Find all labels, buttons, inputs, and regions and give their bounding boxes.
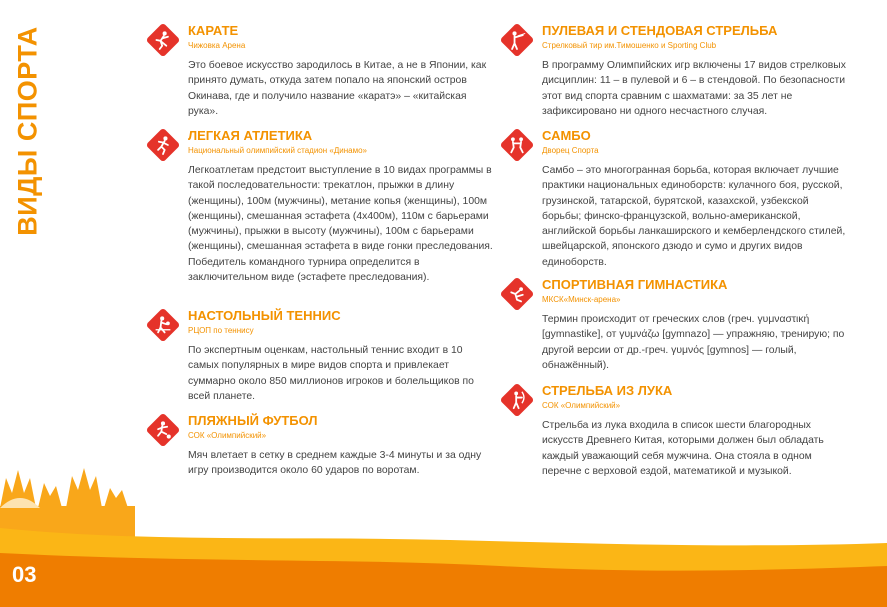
- sport-karate: [148, 23, 493, 127]
- sport-title: СТРЕЛЬБА ИЗ ЛУКА: [542, 383, 673, 398]
- sport-description: Стрельба из лука входила в список шести благородных искусств Древнего Китая, которыми должен был обладать каждый уважающий себя мужчина. Она стояла в одном перечне с верховой ездой, математикой и музыкой.: [542, 420, 824, 477]
- sport-description: По экспертным оценкам, настольный теннис входит в 10 самых популярных в мире видов спорта и привлекает суммарно около 850 миллионов игроков и болельщиков по всей планете.: [188, 345, 474, 402]
- sport-venue: Чижовка Арена: [188, 41, 246, 50]
- sport-title: ПЛЯЖНЫЙ ФУТБОЛ: [188, 413, 318, 428]
- sport-title: ПУЛЕВАЯ И СТЕНДОВАЯ СТРЕЛЬБА: [542, 23, 778, 38]
- sport-table-tennis: [148, 308, 493, 412]
- sport-venue: РЦОП по теннису: [188, 326, 254, 335]
- shooting-icon: [500, 23, 535, 58]
- page-number: 03: [12, 562, 37, 587]
- sport-shooting: [502, 23, 847, 127]
- sport-description: Термин происходит от греческих слов (греч. γυμναστική [gymnastike], от γυμνάζω [gymnazo] — упражняю, тренирую; по другой версии от др.-греч. γυμνός [gymnos] — голый, обнажённый).: [542, 314, 845, 371]
- sport-venue: Дворец Спорта: [542, 146, 599, 155]
- footer-decoration: [0, 448, 887, 607]
- sport-title: САМБО: [542, 128, 591, 143]
- table-tennis-icon: [146, 308, 181, 343]
- sambo-icon: [500, 128, 535, 163]
- sport-athletics: [148, 128, 493, 307]
- sport-venue: СОК «Олимпийский»: [542, 401, 621, 410]
- sport-gymnastics: [502, 277, 847, 382]
- section-title-text: ВИДЫ СПОРТА: [12, 25, 43, 236]
- left-column: [148, 22, 493, 479]
- sport-title: КАРАТЕ: [188, 23, 239, 38]
- beach-soccer-icon: [146, 413, 181, 448]
- sport-description: Мяч влетает в сетку в среднем каждые 3-4 минуты и за одну игру производится около 60 ударов по воротам.: [188, 450, 482, 477]
- gymnastics-icon: [500, 277, 535, 312]
- archery-icon: [500, 383, 535, 418]
- sport-venue: Национальный олимпийский стадион «Динамо»: [188, 146, 367, 155]
- sport-description: Это боевое искусство зародилось в Китае, а не в Японии, как принято думать, откуда затем попало на японский остров Окинава, где и получило название «каратэ» – «китайская рука».: [188, 60, 487, 117]
- sport-description: В программу Олимпийских игр включены 17 видов стрелковых дисциплин: 11 – в пулевой и 6 – в стендовой. По безопасности этот вид спорта сравним с шахматами: за 35 лет не зафиксировано ни одного несчастного случая.: [542, 60, 846, 117]
- sport-title: СПОРТИВНАЯ ГИМНАСТИКА: [542, 277, 728, 292]
- athletics-icon: [146, 128, 181, 163]
- section-title: [8, 18, 48, 243]
- sport-sambo: [502, 128, 847, 276]
- right-column: [502, 22, 847, 479]
- sport-venue: Стрелковый тир им.Тимошенко и Sporting Club: [542, 41, 717, 50]
- sport-title: ЛЕГКАЯ АТЛЕТИКА: [188, 128, 313, 143]
- sport-venue: СОК «Олимпийский»: [188, 431, 267, 440]
- sport-title: НАСТОЛЬНЫЙ ТЕННИС: [188, 308, 341, 323]
- sport-description: Легкоатлетам предстоит выступление в 10 видах программы в такой последовательности: трекатлон, прыжки в длину (женщины), 100м (мужчины), метание копья (женщины), 100м (женщины), смешанная эстафета (4х400м), 110м с барьерами (мужчины), прыжки в высоту (мужчины), 100м с барьерами (женщины), смешанная эстафета в виде гонки преследования. Победитель командного турнира определится в заключительном виде (эстафете преследования).: [188, 165, 493, 284]
- sport-venue: МКСК«Минск-арена»: [542, 295, 621, 304]
- sport-description: Самбо – это многогранная борьба, которая включает лучшие практики национальных единоборств: кулачного боя, русской, грузинской, татарской, бурятской, казахской, узбекской борьбы; финско-французской, вольно-американской, английской борьбы ланкаширского и кемберлендского стилей, швейцарской, японского дзюдо и сумо и других видов единоборств.: [542, 165, 846, 268]
- karate-icon: [146, 23, 181, 58]
